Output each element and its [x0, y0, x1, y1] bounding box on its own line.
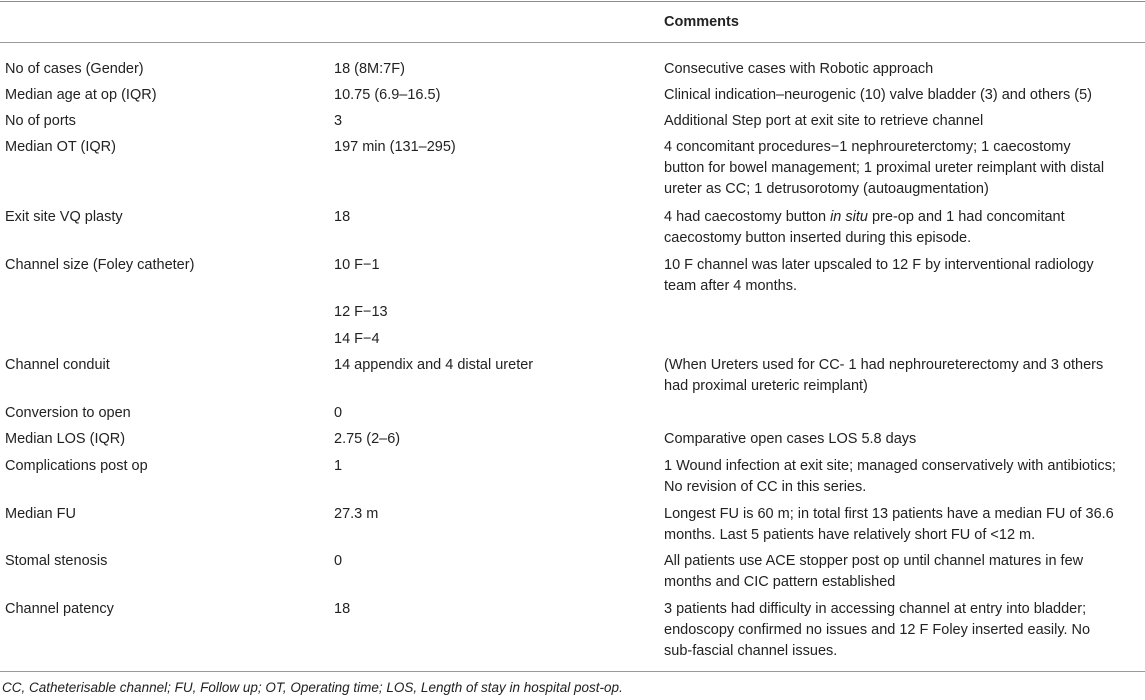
row-comment-vq-line2: caecostomy button inserted during this episode. — [664, 230, 972, 246]
row-value-age: 10.75 (6.9–16.5) — [334, 87, 441, 103]
row-comment-fu-line1: Longest FU is 60 m; in total first 13 patients have a median FU of 36.6 — [664, 506, 1114, 522]
row-comment-vq-line1: 4 had caecostomy button in situ pre-op and 1 had concomitant — [664, 209, 1065, 225]
row-param-conduit: Channel conduit — [5, 357, 110, 373]
row-param-vq: Exit site VQ plasty — [5, 209, 123, 225]
row-value-fu: 27.3 m — [334, 506, 379, 522]
row-comment-patency-line2: endoscopy confirmed no issues and 12 F Foley inserted easily. No — [664, 622, 1091, 638]
row-value-stenosis: 0 — [334, 553, 343, 569]
row-comment-size-line1: 10 F channel was later upscaled to 12 F by interventional radiology — [664, 257, 1094, 273]
row-comment-age: Clinical indication–neurogenic (10) valve bladder (3) and others (5) — [664, 87, 1092, 103]
row-value-complications: 1 — [334, 458, 343, 474]
header-rule — [0, 42, 1145, 43]
row-value-cases: 18 (8M:7F) — [334, 61, 405, 77]
row-value-ports: 3 — [334, 113, 343, 129]
row-param-fu: Median FU — [5, 506, 76, 522]
insitu-italic: in situ — [830, 209, 868, 225]
row-param-patency: Channel patency — [5, 601, 114, 617]
row-param-size: Channel size (Foley catheter) — [5, 257, 195, 273]
row-param-age: Median age at op (IQR) — [5, 87, 157, 103]
row-param-ports: No of ports — [5, 113, 76, 129]
row-param-cases: No of cases (Gender) — [5, 61, 144, 77]
row-comment-complications-line2: No revision of CC in this series. — [664, 479, 867, 495]
row-comment-stenosis-line2: months and CIC pattern established — [664, 574, 896, 590]
row-param-los: Median LOS (IQR) — [5, 431, 126, 447]
row-comment-ot-line2: button for bowel management; 1 proximal ureter reimplant with distal — [664, 160, 1105, 176]
row-comment-size-line2: team after 4 months. — [664, 278, 797, 294]
row-param-stenosis: Stomal stenosis — [5, 553, 108, 569]
row-comment-complications-line1: 1 Wound infection at exit site; managed conservatively with antibiotics; — [664, 458, 1116, 474]
row-comment-patency-line3: sub-fascial channel issues. — [664, 643, 838, 659]
row-comment-ot-line3: ureter as CC; 1 detrusorotomy (autoaugmentation) — [664, 181, 989, 197]
row-comment-ports: Additional Step port at exit site to retrieve channel — [664, 113, 984, 129]
row-value-size-12f: 12 F−13 — [334, 304, 388, 320]
row-value-ot: 197 min (131–295) — [334, 139, 456, 155]
row-value-conversion: 0 — [334, 405, 343, 421]
row-value-conduit: 14 appendix and 4 distal ureter — [334, 357, 534, 373]
table-top-rule — [0, 1, 1145, 2]
row-comment-ot-line1: 4 concomitant procedures−1 nephroureterctomy; 1 caecostomy — [664, 139, 1071, 155]
row-comment-conduit-line2: had proximal ureteric reimplant) — [664, 378, 868, 394]
row-value-vq: 18 — [334, 209, 351, 225]
row-comment-cases: Consecutive cases with Robotic approach — [664, 61, 934, 77]
table-footnote: CC, Catheterisable channel; FU, Follow up; OT, Operating time; LOS, Length of stay in hospital post-op. — [2, 680, 623, 695]
row-value-patency: 18 — [334, 601, 351, 617]
table-bottom-rule — [0, 671, 1145, 672]
row-comment-patency-line1: 3 patients had difficulty in accessing channel at entry into bladder; — [664, 601, 1087, 617]
row-comment-los: Comparative open cases LOS 5.8 days — [664, 431, 917, 447]
row-value-size-14f: 14 F−4 — [334, 331, 380, 347]
row-value-los: 2.75 (2–6) — [334, 431, 401, 447]
row-comment-fu-line2: months. Last 5 patients have relatively short FU of <12 m. — [664, 527, 1036, 543]
row-comment-conduit-line1: (When Ureters used for CC- 1 had nephroureterectomy and 3 others — [664, 357, 1104, 373]
row-value-size-10f: 10 F−1 — [334, 257, 380, 273]
comments-column-header: Comments — [664, 14, 739, 30]
row-param-conversion: Conversion to open — [5, 405, 131, 421]
row-param-complications: Complications post op — [5, 458, 148, 474]
row-comment-stenosis-line1: All patients use ACE stopper post op until channel matures in few — [664, 553, 1084, 569]
row-param-ot: Median OT (IQR) — [5, 139, 116, 155]
